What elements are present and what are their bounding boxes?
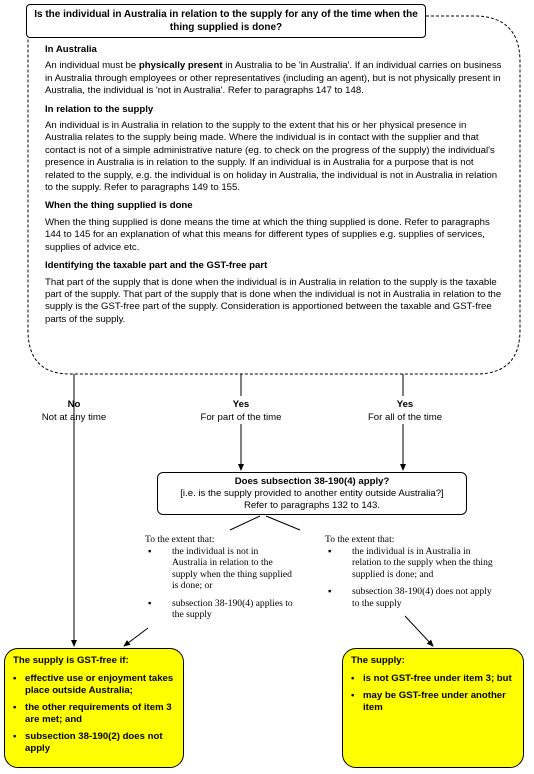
top-question-text: Is the individual in Australia in relation to the supply for any of the time when the thing supplied is done? — [34, 9, 418, 33]
not-gst-free-outcome-box — [342, 648, 524, 768]
arrow-left-condition — [124, 628, 148, 646]
subsection-question-box: Does subsection 38-190(4) apply? [i.e. is the supply provided to another entity outside Australia?] Refer to paragraphs 132 to 143. — [157, 472, 467, 515]
outcome-item: • effective use or enjoyment takes place outside Australia; — [13, 673, 175, 697]
outcome-title: The supply: — [351, 655, 405, 666]
branch-no-label: No Not at any time — [41, 399, 107, 423]
outcome-item: • may be GST-free under another item — [351, 690, 515, 714]
condition-item: ▪ the individual is in Australia in relation to the supply when the thing supplied is done; and — [325, 546, 495, 581]
section-heading: When the thing supplied is done — [45, 200, 193, 212]
outcome-item: • is not GST-free under item 3; but — [351, 673, 515, 685]
section-body: That part of the supply that is done when the individual is in Australia in relation to the supply is the taxable part of the supply. That part of the supply that is done when the individual is not in Australia in relation to the supply is the GST-free part of the supply. Consideration is apportioned between the taxable and GST-free parts of the supply. — [45, 276, 502, 325]
section-heading: In Australia — [45, 44, 97, 55]
top-question-box — [26, 4, 426, 38]
branch-part-label: Yes For part of the time — [200, 399, 282, 423]
section-heading: In relation to the supply — [45, 103, 154, 115]
right-condition: To the extent that: ▪ the individual is in Australia in relation to the supply when the thing supplied is done; and ▪ subsection 38-190(4) does not apply to the supply — [325, 534, 495, 615]
condition-item: ▪ the individual is not in Australia in relation to the supply when the thing supplied is done; or — [145, 546, 295, 592]
section-heading: Identifying the taxable part and the GST-free part — [45, 260, 268, 272]
condition-item: ▪ subsection 38-190(4) applies to the supply — [145, 598, 295, 621]
condition-item: ▪ subsection 38-190(4) does not apply to the supply — [325, 586, 495, 609]
arrow-right-condition — [405, 616, 433, 646]
line-question-right — [266, 516, 300, 530]
section-body: When the thing supplied is done means the time at which the thing supplied is done. Refer to paragraphs 144 to 145 for an explanation of what this means for different types of supplies e.g. supplies of services, supplies of advice etc. — [45, 216, 490, 253]
gst-free-outcome-box — [4, 648, 184, 768]
outcome-title: The supply is GST-free if: — [13, 655, 129, 666]
outcome-item: • the other requirements of item 3 are met; and — [13, 702, 175, 726]
branch-all-label: Yes For all of the time — [367, 399, 443, 423]
detail-panel — [45, 44, 505, 332]
left-condition: To the extent that: ▪ the individual is not in Australia in relation to the supply when the thing supplied is done; or ▪ subsection 38-190(4) applies to the supply — [145, 534, 295, 627]
section-body: An individual is in Australia in relation to the supply to the extent that his or her physical presence in Australia relates to the supply being made. Where the individual is in contact with the supplier and that contact is not of a simple administrative nature (eg. to check on the progress of the supply) the individual's presence in Australia is in relation to the supply. If an individual is in Australia for a purpose that is not related to the supply, e.g. the individual is on holiday in Australia, the individual is not in Australia in relation to the supply. Refer to paragraphs 149 to 155. — [45, 120, 498, 194]
section-body: An individual must be physically present in Australia to be 'in Australia'. If an individual carries on business in Australia through employees or other representatives (including an agent), but is not physically present in Australia, the individual is 'not in Australia'. Refer to paragraphs 147 to 148. — [45, 60, 502, 97]
line-question-left — [230, 516, 260, 530]
outcome-item: • subsection 38-190(2) does not apply — [13, 731, 175, 755]
